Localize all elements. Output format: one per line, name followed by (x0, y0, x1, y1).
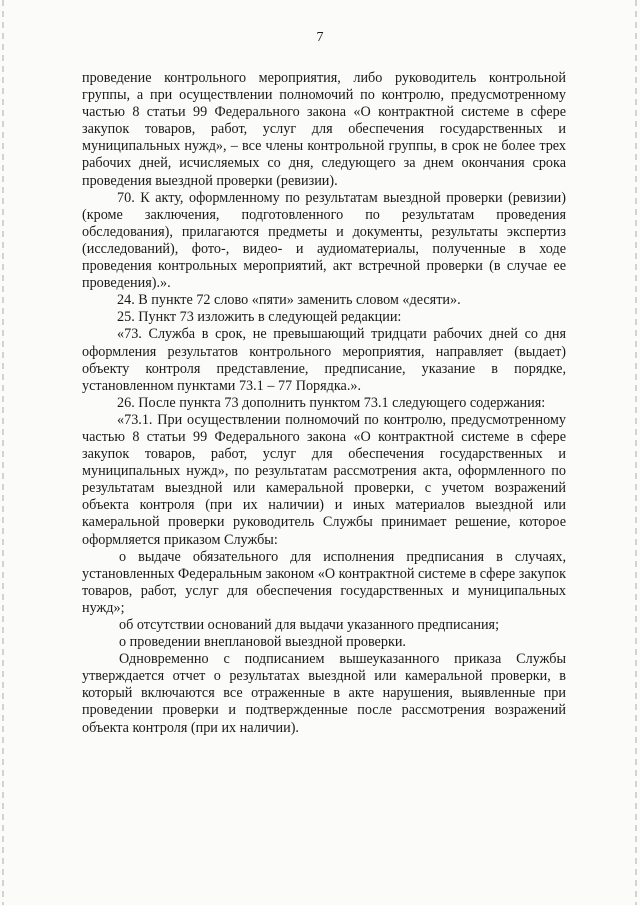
page-number: 7 (316, 30, 324, 45)
paragraph-option-unscheduled-audit: о проведении внеплановой выездной проверки. (119, 634, 406, 651)
paragraph-amendment-25: 25. Пункт 73 изложить в следующей редакции: (117, 309, 402, 326)
paragraph-amendment-26: 26. После пункта 73 дополнить пунктом 73.1 следующего содержания: (117, 394, 546, 411)
paragraph-item-73: «73. Служба в срок, не превышающий тридцати рабочих дней со дня оформления результатов контрольного мероприятия, направляет (выдает) объекту контроля представление, предписание, указание в порядке, установленном пунктами 73.1 – 77 Порядка.». (82, 326, 566, 394)
paragraph-report-approval: Одновременно с подписанием вышеуказанного приказа Службы утверждается отчет о результатах выездной или камеральной проверки, в который включаются все отраженные в акте нарушения, выявленные при проведении проверки и подтвержденные после рассмотрения возражений объекта контроля (при их наличии). (82, 651, 566, 736)
scan-edge-right (635, 0, 637, 905)
paragraph-item-73-1: «73.1. При осуществлении полномочий по контролю, предусмотренному частью 8 статьи 99 Федерального закона «О контрактной системе в сфере закупок товаров, работ, услуг для обеспечения государственных и муниципальных нужд», по результатам рассмотрения акта, оформленного по результатам выездной или камеральной проверки, с учетом возражений объекта контроля (при их наличии) и иных материалов выездной или камеральной проверки руководитель Службы принимает решение, которое оформляется приказом Службы: (82, 411, 566, 548)
document-body (82, 70, 566, 737)
paragraph-continuation: проведение контрольного мероприятия, либо руководитель контрольной группы, а при осуществлении полномочий по контролю, предусмотренному частью 8 статьи 99 Федерального закона «О контрактной системе в сфере закупок товаров, работ, услуг для обеспечения государственных и муниципальных нужд», – все члены контрольной группы, в срок не более трех рабочих дней, исчисляемых со дня, следующего за днем окончания срока проведения выездной проверки (ревизии). (82, 70, 566, 189)
scan-edge-left (2, 0, 4, 905)
paragraph-amendment-24: 24. В пункте 72 слово «пяти» заменить словом «десяти». (117, 292, 461, 309)
paragraph-option-prescription: о выдаче обязательного для исполнения предписания в случаях, установленных Федеральным законом «О контрактной системе в сфере закупок товаров, работ, услуг для обеспечения государственных и муниципальных нужд»; (82, 548, 566, 616)
paragraph-item-70: 70. К акту, оформленному по результатам выездной проверки (ревизии) (кроме заключения, подготовленного по результатам проведения обследования), прилагаются предметы и документы, результаты экспертиз (исследований), фото-, видео- и аудиоматериалы, полученные в ходе проведения контрольных мероприятий, акт встречной проверки (в случае ее проведения).». (82, 189, 566, 292)
paragraph-option-no-grounds: об отсутствии оснований для выдачи указанного предписания; (119, 617, 500, 633)
